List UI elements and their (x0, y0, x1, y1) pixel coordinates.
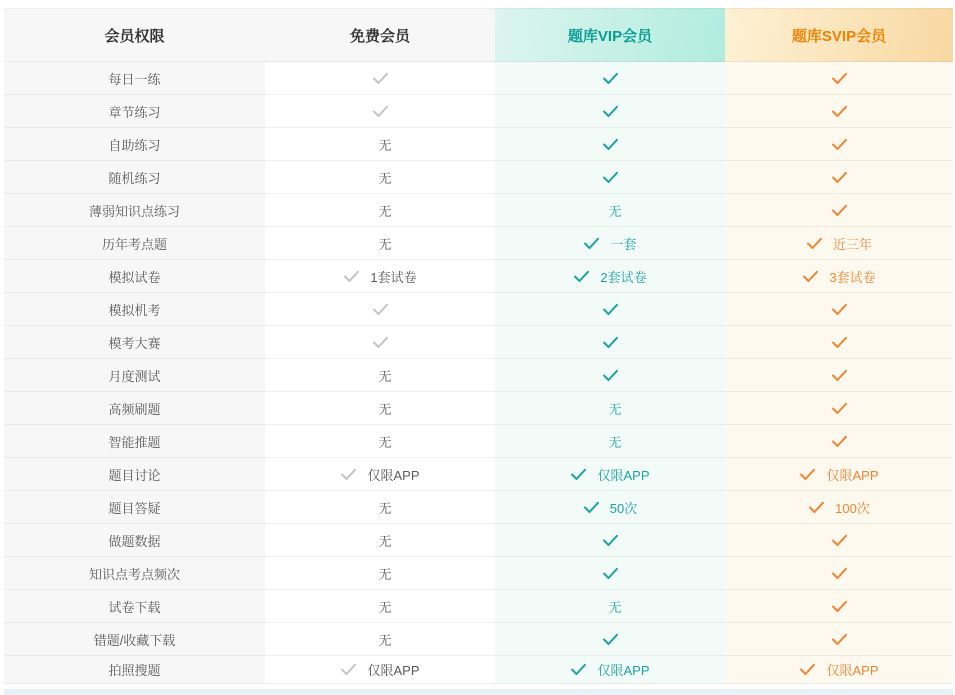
cell-text: 仅限APP (597, 467, 650, 483)
permission-label: 薄弱知识点练习 (4, 194, 265, 227)
cell-svip (725, 194, 953, 227)
cell-vip (495, 95, 725, 128)
check-icon (831, 402, 848, 415)
table-row (4, 656, 953, 689)
column-header-free: 免费会员 (265, 8, 495, 62)
cell-text: 无 (378, 500, 392, 516)
cell-free (265, 194, 495, 227)
cell-vip (495, 359, 725, 392)
cell-free (265, 161, 495, 194)
table-row (4, 359, 953, 392)
check-icon (831, 303, 848, 316)
check-icon (831, 171, 848, 184)
cell-svip (725, 392, 953, 425)
permission-label: 模拟试卷 (4, 260, 265, 293)
cell-svip (725, 623, 953, 656)
membership-comparison-table (4, 8, 953, 695)
check-icon (808, 501, 825, 514)
cell-free (265, 359, 495, 392)
cell-text: 3套试卷 (829, 269, 876, 285)
cell-vip (495, 491, 725, 524)
check-icon (799, 663, 816, 676)
table-header (4, 8, 953, 62)
column-header-vip: 题库VIP会员 (495, 8, 725, 62)
cell-vip (495, 656, 725, 684)
cell-text: 50次 (609, 500, 638, 516)
cell-svip (725, 557, 953, 590)
check-icon (831, 336, 848, 349)
cell-text: 一套 (610, 236, 637, 252)
check-icon (372, 105, 389, 118)
cell-free (265, 491, 495, 524)
permission-label: 智能推题 (4, 425, 265, 458)
permission-label: 做题数据 (4, 524, 265, 557)
cell-free (265, 524, 495, 557)
check-icon (602, 171, 619, 184)
cell-vip (495, 293, 725, 326)
table-row (4, 260, 953, 293)
table-row (4, 161, 953, 194)
permission-label: 题目讨论 (4, 458, 265, 491)
cell-vip (495, 524, 725, 557)
table-row (4, 227, 953, 260)
cell-vip (495, 557, 725, 590)
permission-label: 历年考点题 (4, 227, 265, 260)
table-row (4, 524, 953, 557)
check-icon (602, 138, 619, 151)
cell-text: 无 (378, 203, 392, 219)
cell-text: 近三年 (832, 236, 872, 252)
cell-text: 2套试卷 (600, 269, 647, 285)
cell-vip (495, 326, 725, 359)
check-icon (602, 303, 619, 316)
column-header-svip: 题库SVIP会员 (725, 8, 953, 62)
check-icon (602, 336, 619, 349)
table-row (4, 458, 953, 491)
permission-label: 章节练习 (4, 95, 265, 128)
cell-free (265, 590, 495, 623)
check-icon (831, 204, 848, 217)
cell-text: 无 (378, 434, 392, 450)
check-icon (570, 468, 587, 481)
permission-label: 模考大赛 (4, 326, 265, 359)
cell-free (265, 425, 495, 458)
cell-svip (725, 491, 953, 524)
check-icon (372, 303, 389, 316)
cell-text: 无 (378, 401, 392, 417)
permission-label: 月度测试 (4, 359, 265, 392)
cell-svip (725, 359, 953, 392)
cell-vip (495, 227, 725, 260)
table-row (4, 623, 953, 656)
cell-free (265, 62, 495, 95)
cell-vip (495, 62, 725, 95)
column-header-permission: 会员权限 (4, 8, 265, 62)
cell-svip (725, 161, 953, 194)
cell-svip (725, 458, 953, 491)
cell-vip (495, 425, 725, 458)
cell-text: 仅限APP (367, 663, 420, 678)
cell-text: 1套试卷 (370, 269, 417, 285)
table-row (4, 590, 953, 623)
cell-text: 无 (378, 170, 392, 186)
cell-free (265, 227, 495, 260)
cell-free (265, 260, 495, 293)
cell-svip (725, 590, 953, 623)
cell-free (265, 392, 495, 425)
permission-label: 模拟机考 (4, 293, 265, 326)
cell-text: 无 (378, 533, 392, 549)
check-icon (570, 663, 587, 676)
cell-free (265, 458, 495, 491)
cell-text: 无 (378, 236, 392, 252)
check-icon (799, 468, 816, 481)
cell-svip (725, 95, 953, 128)
cell-text: 无 (378, 599, 392, 615)
check-icon (602, 105, 619, 118)
table-row (4, 95, 953, 128)
cell-svip (725, 524, 953, 557)
table-row (4, 491, 953, 524)
check-icon (831, 105, 848, 118)
cell-text: 仅限APP (826, 663, 879, 678)
cell-vip (495, 458, 725, 491)
permission-label: 拍照搜题 (4, 656, 265, 684)
cell-text: 无 (378, 368, 392, 384)
cell-text: 无 (608, 203, 622, 219)
permission-label: 知识点考点频次 (4, 557, 265, 590)
check-icon (802, 270, 819, 283)
check-icon (831, 567, 848, 580)
cell-text: 仅限APP (597, 663, 650, 678)
check-icon (372, 336, 389, 349)
table-row (4, 557, 953, 590)
cell-vip (495, 128, 725, 161)
cell-vip (495, 590, 725, 623)
check-icon (806, 237, 823, 250)
check-icon (602, 72, 619, 85)
cell-vip (495, 623, 725, 656)
cell-text: 无 (378, 566, 392, 582)
cell-vip (495, 260, 725, 293)
check-icon (583, 501, 600, 514)
cell-text: 无 (608, 401, 622, 417)
check-icon (573, 270, 590, 283)
table-row (4, 62, 953, 95)
check-icon (831, 435, 848, 448)
cell-text: 无 (378, 632, 392, 648)
cell-free (265, 128, 495, 161)
table-row (4, 425, 953, 458)
check-icon (602, 534, 619, 547)
cell-svip (725, 62, 953, 95)
check-icon (372, 72, 389, 85)
check-icon (831, 138, 848, 151)
cell-free (265, 95, 495, 128)
permission-label: 题目答疑 (4, 491, 265, 524)
check-icon (831, 534, 848, 547)
cell-text: 仅限APP (826, 467, 879, 483)
table-row (4, 194, 953, 227)
cell-text: 100次 (835, 500, 870, 516)
cell-svip (725, 227, 953, 260)
table-row (4, 128, 953, 161)
check-icon (602, 633, 619, 646)
permission-label: 随机练习 (4, 161, 265, 194)
cell-text: 仅限APP (367, 467, 420, 483)
cell-text: 无 (608, 434, 622, 450)
check-icon (583, 237, 600, 250)
cell-text: 无 (378, 137, 392, 153)
cell-free (265, 557, 495, 590)
permission-label: 试卷下载 (4, 590, 265, 623)
table-row (4, 392, 953, 425)
check-icon (831, 369, 848, 382)
permission-label: 高频刷题 (4, 392, 265, 425)
cell-free (265, 656, 495, 684)
check-icon (831, 633, 848, 646)
check-icon (831, 600, 848, 613)
table-body (4, 62, 953, 689)
cell-free (265, 623, 495, 656)
cell-svip (725, 656, 953, 684)
cell-vip (495, 194, 725, 227)
check-icon (343, 270, 360, 283)
check-icon (340, 468, 357, 481)
permission-label: 每日一练 (4, 62, 265, 95)
cell-text: 无 (608, 599, 622, 615)
cell-svip (725, 128, 953, 161)
check-icon (602, 567, 619, 580)
permission-label: 自助练习 (4, 128, 265, 161)
cell-free (265, 293, 495, 326)
table-row (4, 326, 953, 359)
cell-svip (725, 425, 953, 458)
cell-svip (725, 326, 953, 359)
permission-label: 错题/收藏下载 (4, 623, 265, 656)
check-icon (831, 72, 848, 85)
check-icon (602, 369, 619, 382)
check-icon (340, 663, 357, 676)
cell-svip (725, 260, 953, 293)
cell-vip (495, 161, 725, 194)
cell-vip (495, 392, 725, 425)
table-row (4, 293, 953, 326)
cell-free (265, 326, 495, 359)
cell-svip (725, 293, 953, 326)
